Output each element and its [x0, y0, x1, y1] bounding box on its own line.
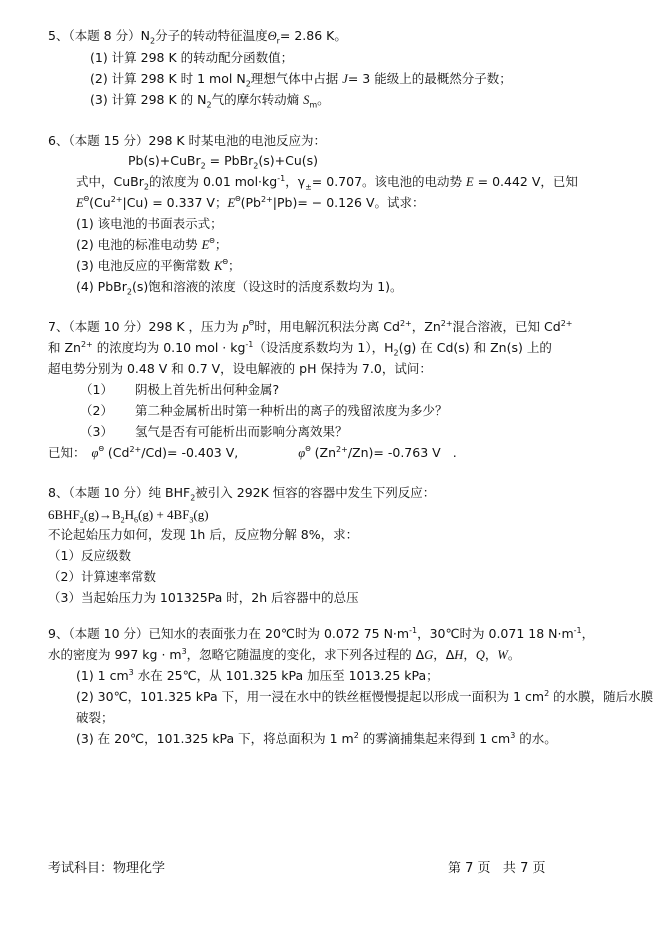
q8-line-3: 不论起始压力如何，发现 1h 后，反应物分解 8%，求： — [48, 527, 359, 542]
q7-known: 已知： $\varphi^\Theta$ $(Cd^{2+}/Cd)= -0.403$ V, $\varphi^\Theta$ $(Zn^{2+}/Zn)= -0.763$ V . — [48, 444, 457, 460]
q6-item-3: (3) 电池反应的平衡常数 $K^\Theta$； — [76, 258, 241, 273]
q8-item-2: （2）计算速率常数 — [48, 569, 156, 584]
q7-item-2: （2） 第二种金属析出时第一种析出的离子的残留浓度为多少？ — [80, 403, 448, 418]
q6-reaction: Pb(s)+CuBr$_2$ = PbBr$_2$(s)+Cu(s) — [128, 153, 319, 171]
q7-line-1: 7、（本题 10 分）298 K ，压力为 $p^\Theta$时，用电解沉积法分离 $Cd^{2+}$，$Zn^{2+}$混合溶液，已知 $Cd^{2+}$ — [48, 318, 573, 334]
q9-line-1: 9、（本题 10 分）已知水的表面张力在 20℃时为 0.072 75 $N\cdot m^{-1}$，30℃时为 0.071 18 $N\cdot m^{-1}$， — [48, 625, 595, 641]
q6-header: 6、（本题 15 分）298 K 时某电池的电池反应为： — [48, 133, 327, 148]
q6-item-1: (1) 该电池的书面表示式； — [76, 216, 223, 231]
q8-item-3: （3）当起始压力为 101325Pa 时，2h 后容器中的总压 — [48, 590, 359, 605]
q7-line-2: 和 $Zn^{2+}$ 的浓度均为 0.10 mol · $kg^{-1}$（设活度系数均为 1），$H_2(g)$ 在 Cd(s) 和 Zn(s) 上的 — [48, 339, 552, 358]
q8-line-1: 8、（本题 10 分）纯 $BHF_2$被引入 292K 恒容的容器中发生下列反应： — [48, 485, 436, 503]
q5-item-2: (2) 计算 298 K 时 1 mol $N_2$理想气体中占据 J= 3 能级上的最概然分子数； — [90, 71, 512, 89]
q6-line-2: $E^\Theta(Cu^{2+}|Cu) = 0.337$ V；$E^\Theta(Pb^{2+}|Pb)= - 0.126$ V。试求： — [76, 194, 425, 210]
q7-item-3: （3） 氢气是否有可能析出而影响分离效果？ — [80, 424, 348, 439]
footer-subject: 考试科目：物理化学 — [48, 861, 166, 876]
q5-item-1: (1) 计算 298 K 的转动配分函数值； — [90, 50, 294, 65]
q5-item-3: (3) 计算 298 K 的 $N_2$气的摩尔转动熵 $S_m$。 — [90, 92, 330, 110]
q8-item-1: （1）反应级数 — [48, 548, 131, 563]
q9-line-2: 水的密度为 997 kg · $m^3$，忽略它随温度的变化，求下列各过程的 ΔG，ΔH，Q，W。 — [48, 646, 521, 662]
q6-item-4: (4) PbBr$_2$(s)饱和溶液的浓度（设这时的活度系数均为 1)。 — [76, 279, 403, 297]
q9-item-3: (3) 在 20℃，101.325 kPa 下，将总面积为 1 $m^2$ 的雾滴捕集起来得到 1 $cm^3$ 的水。 — [76, 730, 557, 746]
q6-item-2: (2) 电池的标准电动势 $E^\Theta$； — [76, 237, 228, 252]
q6-line-1: 式中，CuBr$_2$的浓度为 0.01 $mol\cdot kg^{-1}$，$\gamma_\pm= 0.707$。该电池的电动势 E = 0.442 V，已知 — [76, 173, 578, 192]
q9-item-1: (1) 1 $cm^3$ 水在 25℃，从 101.325 kPa 加压至 1013.25 kPa； — [76, 667, 439, 683]
q7-line-3: 超电势分别为 0.48 V 和 0.7 V，设电解液的 pH 保持为 7.0，试问： — [48, 361, 432, 376]
footer-page-number: 第 7 页 共 7 页 — [448, 861, 546, 876]
q8-equation: $6BHF_2(g)\to B_2H_6(g) + 4BF_3(g)$ — [48, 507, 209, 525]
q9-item-2-cont: 破裂； — [76, 710, 114, 725]
q9-item-2: (2) 30℃，101.325 kPa 下，用一浸在水中的铁丝框慢慢提起以形成一面积为 1 $cm^2$ 的水膜，随后水膜 — [76, 688, 654, 704]
q7-item-1: （1） 阴极上首先析出何种金属? — [80, 382, 280, 397]
q5-intro: 5、（本题 8 分）$N_2$分子的转动特征温度$\Theta_r= 2.86$ K。 — [48, 28, 347, 46]
